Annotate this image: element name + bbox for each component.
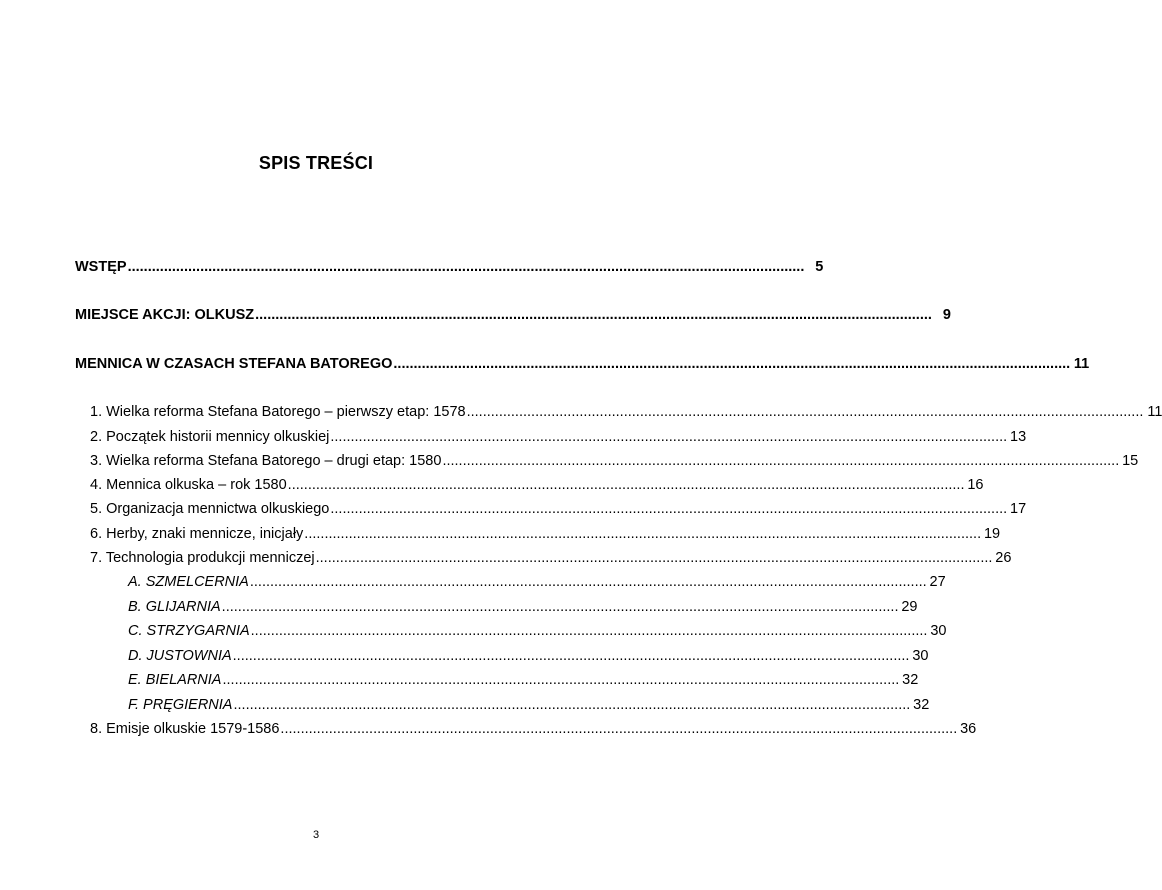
dot-leader: ........................................................................................................................................................................	[466, 404, 1144, 420]
toc-label: A. SZMELCERNIA	[128, 574, 249, 590]
toc-label: 5. Organizacja mennictwa olkuskiego	[90, 501, 330, 517]
toc-section-miejsce-akcji[interactable]	[75, 306, 951, 324]
toc-label: E. BIELARNIA	[128, 672, 222, 688]
toc-item[interactable]	[90, 500, 1027, 518]
toc-label: F. PRĘGIERNIA	[128, 697, 233, 713]
page-title: SPIS TREŚCI	[258, 153, 374, 173]
toc-item[interactable]	[90, 549, 1012, 567]
dot-leader: ........................................................................................................................................................................	[280, 721, 958, 737]
toc-label: WSTĘP	[75, 259, 127, 275]
toc-page-number: 17	[1010, 501, 1027, 517]
toc-page-number: 30	[912, 648, 929, 664]
dot-leader: ........................................................................................................................................................................	[330, 501, 1008, 517]
toc-label: 4. Mennica olkuska – rok 1580	[90, 477, 287, 493]
dot-leader: ........................................................................................................................................................................	[442, 453, 1120, 469]
dot-leader: ........................................................................................................................................................................	[330, 429, 1008, 445]
toc-page-number: 13	[1010, 429, 1027, 445]
toc-page-number: 5	[815, 259, 824, 275]
toc-item[interactable]	[90, 720, 977, 738]
toc-page-number: 15	[1122, 453, 1139, 469]
toc-page-number: 11	[1147, 404, 1162, 420]
dot-leader: ........................................................................................................................................................................	[221, 599, 899, 615]
toc-label: B. GLIJARNIA	[128, 599, 221, 615]
toc-subitem[interactable]	[128, 573, 946, 591]
dot-leader: ........................................................................................................................................................................	[127, 259, 805, 275]
toc-page-number: 30	[930, 623, 947, 639]
toc-page-number: 32	[913, 697, 930, 713]
toc-subitem[interactable]	[128, 622, 947, 640]
dot-leader: ........................................................................................................................................................................	[222, 672, 900, 688]
toc-label: 3. Wielka reforma Stefana Batorego – drugi etap: 1580	[90, 453, 442, 469]
toc-item[interactable]	[90, 452, 1139, 470]
toc-page-number: 19	[983, 526, 1001, 542]
toc-section-mennica[interactable]	[75, 355, 1090, 373]
dot-leader: ........................................................................................................................................................................	[393, 356, 1071, 372]
toc-label: 2. Początek historii mennicy olkuskiej	[90, 429, 330, 445]
toc-subitem[interactable]	[128, 696, 930, 714]
dot-leader: ........................................................................................................................................................................	[287, 477, 965, 493]
dot-leader: ........................................................................................................................................................................	[304, 526, 982, 542]
toc-label: D. JUSTOWNIA	[128, 648, 232, 664]
dot-leader: ........................................................................................................................................................................	[249, 574, 927, 590]
toc-subitem[interactable]	[128, 598, 918, 616]
toc-label: MENNICA W CZASACH STEFANA BATOREGO	[75, 356, 393, 372]
toc-subitem[interactable]	[128, 647, 929, 665]
toc-page-number: 16	[967, 477, 984, 493]
toc-label: 6. Herby, znaki mennicze, inicjały	[90, 526, 304, 542]
toc-label: 7. Technologia produkcji menniczej	[90, 550, 315, 566]
toc-label: 8. Emisje olkuskie 1579-1586	[90, 721, 280, 737]
page-number: 3	[312, 829, 320, 841]
toc-page-number: 11	[1073, 356, 1090, 372]
toc-subitem[interactable]	[128, 671, 919, 689]
toc-page-number: 27	[929, 574, 946, 590]
dot-leader: ........................................................................................................................................................................	[315, 550, 993, 566]
toc-page-number: 29	[901, 599, 918, 615]
toc-label: C. STRZYGARNIA	[128, 623, 250, 639]
toc-item[interactable]	[90, 525, 1001, 543]
dot-leader: ........................................................................................................................................................................	[250, 623, 928, 639]
toc-page-number: 36	[960, 721, 977, 737]
toc-item[interactable]	[90, 428, 1027, 446]
dot-leader: ........................................................................................................................................................................	[255, 307, 932, 323]
toc-page-number: 26	[995, 550, 1012, 566]
toc-page-number: 9	[942, 307, 951, 323]
toc-page-number: 32	[902, 672, 919, 688]
toc-label: MIEJSCE AKCJI: OLKUSZ	[75, 307, 255, 323]
toc-item[interactable]	[90, 476, 984, 494]
toc-label: 1. Wielka reforma Stefana Batorego – pierwszy etap: 1578	[90, 404, 466, 420]
dot-leader: ........................................................................................................................................................................	[233, 697, 911, 713]
toc-item[interactable]	[90, 403, 1162, 421]
toc-section-wstep[interactable]	[75, 258, 824, 276]
dot-leader: ........................................................................................................................................................................	[232, 648, 910, 664]
